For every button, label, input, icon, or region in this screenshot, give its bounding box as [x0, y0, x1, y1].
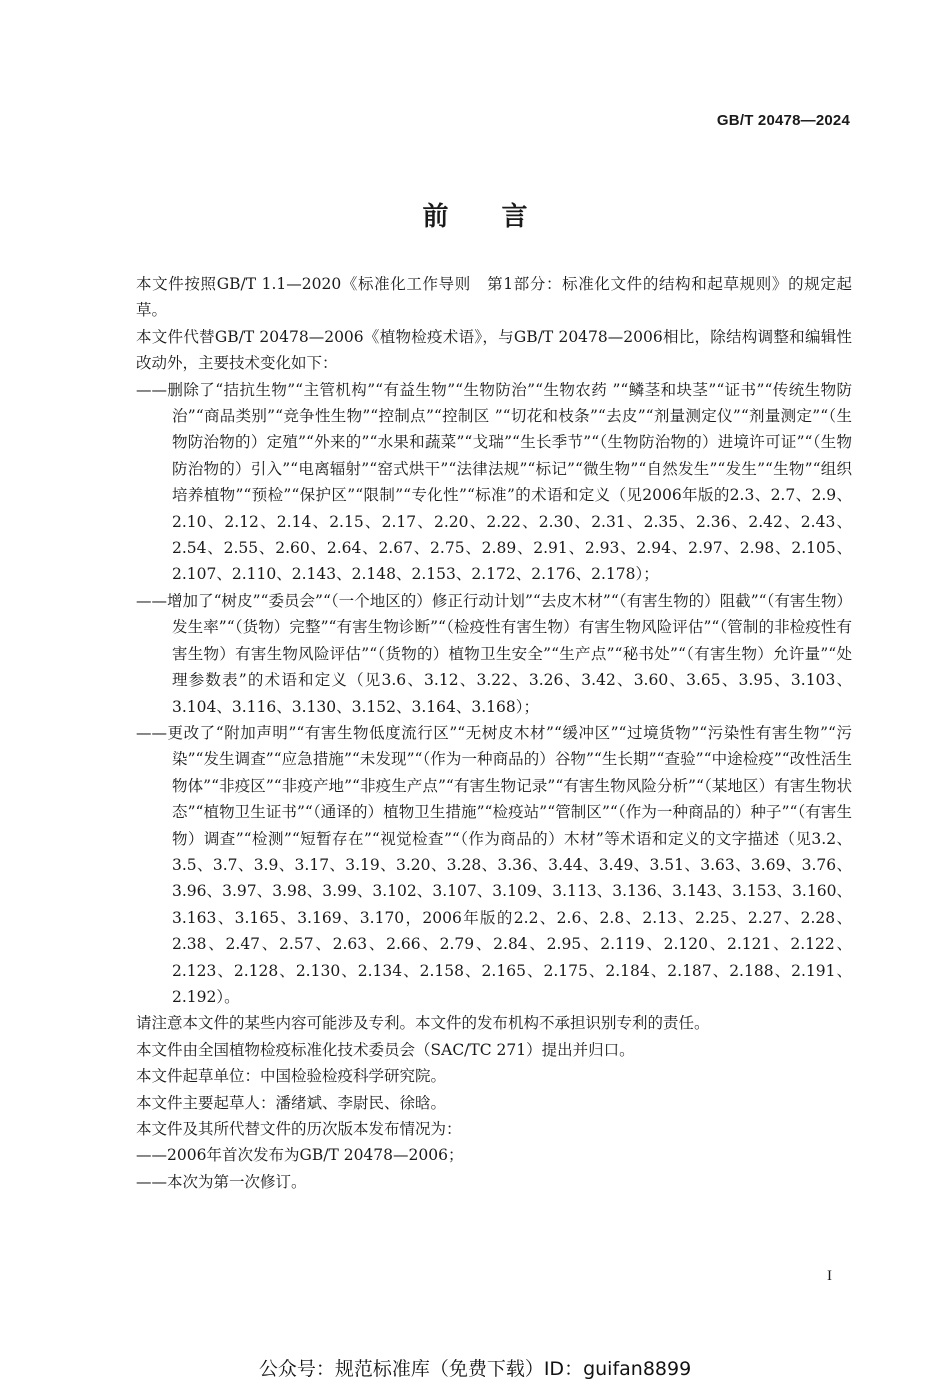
list-item-deleted-terms: ——删除了“拮抗生物”“主管机构”“有益生物”“生物防治”“生物农药 ”“鳞茎和块茎”“证书”“传统生物防治”“商品类别”“竞争性生物”“控制点”“控制区 ”“切花和枝条”“去皮”“剂量测定仪”“剂量测定”“（生物防治物的）定殖”“外来的”“水果和蔬菜”“戈瑞”“生长季节”“（生物防治物的）进境许可证”“（生物防治物的）引入”“电离辐射”“窑式烘干”“法律法规”“标记”“微生物”“自然发生”“发生”“生物”“组织培养植物”“预检”“保护区”“限制”“专化性”“标准”的术语和定义（见2006年版的2.3、2.7、2.9、2.10、2.12、2.14、2.15、2.17、2.20、2.22、2.30、2.31、2.35、2.36、2.42、2.43、2.54、2.55、2.60、2.64、2.67、2.75、2.89、2.91、2.93、2.94、2.97、2.98、2.105、2.107、2.110、2.143、2.148、2.153、2.172、2.176、2.178）； — [136, 380, 852, 584]
paragraph-drafters: 本文件主要起草人：潘绪斌、李尉民、徐晗。 — [136, 1093, 447, 1112]
list-item-changed-terms: ——更改了“附加声明”“有害生物低度流行区”“无树皮木材”“缓冲区”“过境货物”“污染性有害生物”“污染”“发生调查”“应急措施”“未发现”“（作为一种商品的）谷物”“生长期”“查验”“中途检疫”“改性活生物体”“非疫区”“非疫产地”“非疫生产点”“有害生物记录”“有害生物风险分析”“（某地区）有害生物状态”“植物卫生证书”“（通译的）植物卫生措施”“检疫站”“管制区”“（作为一种商品的）种子”“（有害生物）调查”“检测”“短暂存在”“视觉检查”“（作为商品的）木材”等术语和定义的文字描述（见3.2、3.5、3.7、3.9、3.17、3.19、3.20、3.28、3.36、3.44、3.49、3.51、3.63、3.69、3.76、3.96、3.97、3.98、3.99、3.102、3.107、3.109、3.113、3.136、3.143、3.153、3.160、3.163、3.165、3.169、3.170，2006年版的2.2、2.6、2.8、2.13、2.25、2.27、2.28、2.38、2.47、2.57、2.63、2.66、2.79、2.84、2.95、2.119、2.120、2.121、2.122、2.123、2.128、2.130、2.134、2.158、2.165、2.175、2.184、2.187、2.188、2.191、2.192）。 — [136, 723, 852, 1006]
list-item-history-2006: ——2006年首次发布为GB/T 20478—2006； — [136, 1146, 464, 1165]
list-item-history-revision: ——本次为第一次修订。 — [136, 1172, 307, 1191]
paragraph-patent-notice: 请注意本文件的某些内容可能涉及专利。本文件的发布机构不承担识别专利的责任。 — [136, 1014, 710, 1033]
document-body — [136, 271, 852, 1195]
paragraph-drafting-unit: 本文件起草单位：中国检验检疫科学研究院。 — [136, 1067, 447, 1086]
paragraph-drafting-rules: 本文件按照GB/T 1.1—2020《标准化工作导则 第1部分：标准化文件的结构和起草规则》的规定起草。 — [136, 275, 852, 320]
page-number: I — [827, 1268, 832, 1284]
footer-watermark: 公众号：规范标准库（免费下载）ID：guifan8899 — [258, 1358, 692, 1380]
page-title: 前 言 — [422, 202, 550, 232]
standard-code: GB/T 20478—2024 — [716, 112, 850, 129]
paragraph-proposer: 本文件由全国植物检疫标准化技术委员会（SAC/TC 271）提出并归口。 — [136, 1040, 635, 1059]
paragraph-replacement: 本文件代替GB/T 20478—2006《植物检疫术语》，与GB/T 20478—2006相比，除结构调整和编辑性改动外，主要技术变化如下： — [136, 327, 852, 373]
paragraph-history-intro: 本文件及其所代替文件的历次版本发布情况为： — [136, 1120, 462, 1138]
list-item-added-terms: ——增加了“树皮”“委员会”“（一个地区的）修正行动计划”“去皮木材”“（有害生物的）阻截”“（有害生物）发生率”“（货物）完整”“有害生物诊断”“（检疫性有害生物）有害生物风险评估”“（管制的非检疫性有害生物）有害生物风险评估”“（货物的）植物卫生安全”“生产点”“秘书处”“（有害生物）允许量”“处理参数表”的术语和定义（见3.6、3.12、3.22、3.26、3.42、3.60、3.65、3.95、3.103、3.104、3.116、3.130、3.152、3.164、3.168）； — [136, 591, 852, 716]
